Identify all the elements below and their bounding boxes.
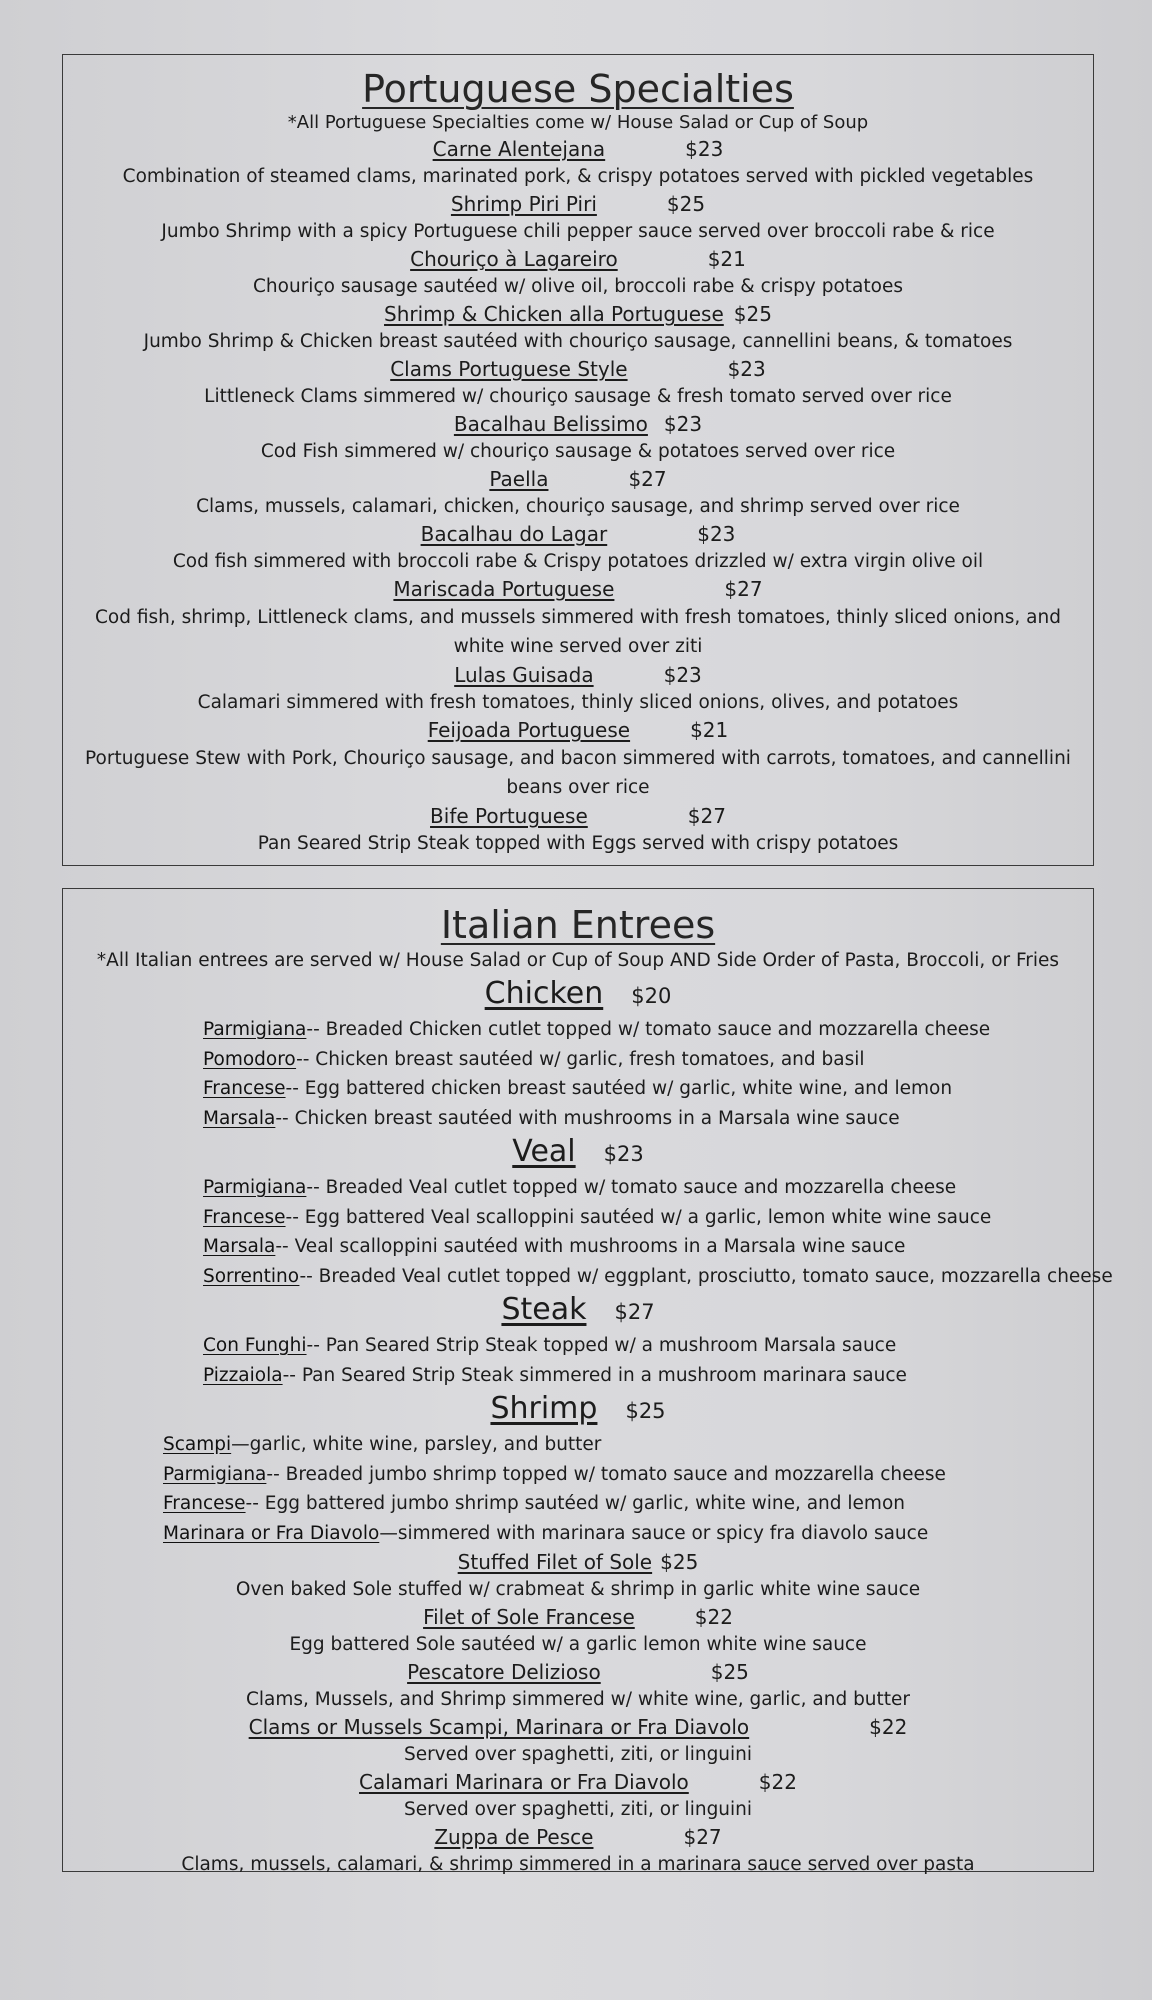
item-name: Pizzaiola	[203, 1364, 283, 1386]
dish-name: Bife Portuguese	[430, 804, 588, 828]
item-description: -- Breaded Veal cutlet topped w/ tomato sauce and mozzarella cheese	[306, 1177, 957, 1198]
dish-description: Calamari simmered with fresh tomatoes, thinly sliced onions, olives, and potatoes	[197, 692, 959, 713]
dish-description: Cod Fish simmered w/ chouriço sausage & potatoes served over rice	[260, 441, 896, 462]
dish-description: Clams, mussels, calamari, chicken, chouriço sausage, and shrimp served over rice	[196, 496, 960, 517]
italian-item-list	[63, 1548, 1093, 1878]
item-name: Marsala	[203, 1107, 276, 1129]
category-item	[203, 1074, 1093, 1104]
menu-item-row	[63, 1713, 1093, 1741]
category-item	[203, 1361, 1093, 1391]
menu-item-row	[63, 520, 1093, 548]
dish-name: Calamari Marinara or Fra Diavolo	[359, 1770, 689, 1794]
menu-item-row	[63, 1548, 1093, 1576]
dish-description: Cod fish simmered with broccoli rabe & Crispy potatoes drizzled w/ extra virgin olive oil	[172, 551, 984, 572]
dish-name: Paella	[489, 467, 549, 491]
dish-description: Portuguese Stew with Pork, Chouriço sausage, and bacon simmered with carrots, tomatoes, and cannellini beans over rice	[85, 748, 1071, 798]
item-name: Francese	[163, 1493, 246, 1514]
dish-price: $23	[663, 412, 703, 436]
portuguese-specialties-panel	[62, 54, 1094, 866]
item-description: -- Pan Seared Strip Steak topped w/ a mushroom Marsala sauce	[306, 1335, 897, 1356]
item-description: -- Breaded Chicken cutlet topped w/ tomato sauce and mozzarella cheese	[306, 1019, 991, 1040]
category-item-list	[63, 1331, 1093, 1390]
menu-item-row	[63, 245, 1093, 273]
dish-description: Combination of steamed clams, marinated pork, & crispy potatoes served with pickled vegetables	[122, 166, 1034, 187]
dish-price: $23	[727, 357, 766, 381]
item-description: -- Veal scalloppini sautéed with mushrooms in a Marsala wine sauce	[275, 1236, 906, 1257]
menu-item-row	[63, 135, 1093, 163]
dish-name: Bacalhau do Lagar	[420, 522, 608, 546]
item-name: Francese	[203, 1078, 286, 1099]
category-item-list	[63, 1430, 1093, 1548]
dish-price: $27	[724, 577, 763, 601]
dish-price: $23	[685, 137, 724, 161]
item-name: Francese	[203, 1206, 286, 1228]
item-name: Scampi	[163, 1434, 232, 1455]
menu-item-row	[63, 465, 1093, 493]
category-name: Steak	[501, 1292, 587, 1327]
item-description: —garlic, white wine, parsley, and butter	[231, 1434, 602, 1455]
dish-name: Clams Portuguese Style	[390, 357, 628, 381]
item-name: Con Funghi	[203, 1335, 307, 1356]
dish-price: $25	[660, 1550, 699, 1574]
portuguese-note: *All Portuguese Specialties come w/ House Salad or Cup of Soup	[287, 112, 869, 133]
menu-item-row	[63, 1823, 1093, 1851]
category-item	[163, 1519, 1093, 1549]
menu-item-row	[63, 190, 1093, 218]
dish-price: $21	[707, 247, 746, 271]
dish-price: $23	[663, 663, 702, 687]
category-item	[203, 1104, 1093, 1134]
dish-price: $27	[683, 1825, 722, 1849]
category-item	[203, 1203, 1093, 1233]
dish-price: $23	[697, 522, 736, 546]
category-item	[163, 1430, 1093, 1460]
category-item-list	[63, 1173, 1113, 1291]
dish-name: Chouriço à Lagareiro	[410, 247, 618, 271]
category-price: $23	[603, 1142, 644, 1166]
item-description: -- Pan Seared Strip Steak simmered in a mushroom marinara sauce	[282, 1364, 907, 1386]
dish-name: Feijoada Portuguese	[427, 718, 631, 742]
item-description: -- Chicken breast sautéed w/ garlic, fresh tomatoes, and basil	[296, 1048, 865, 1070]
dish-price: $25	[710, 1660, 749, 1684]
dish-name: Shrimp Piri Piri	[450, 192, 597, 216]
dish-name: Shrimp & Chicken alla Portuguese	[384, 302, 724, 326]
portuguese-title: Portuguese Specialties	[362, 67, 794, 111]
category-item	[203, 1232, 1093, 1262]
menu-item-row	[63, 1768, 1093, 1796]
menu-item-row	[63, 716, 1093, 744]
dish-name: Pescatore Delizioso	[407, 1660, 601, 1684]
italian-entrees-panel	[62, 888, 1113, 1875]
dish-name: Carne Alentejana	[432, 137, 606, 161]
category-item	[163, 1489, 1093, 1519]
dish-description: Oven baked Sole stuffed w/ crabmeat & shrimp in garlic white wine sauce	[235, 1579, 921, 1600]
category-header	[63, 975, 1093, 1015]
italian-category-list	[63, 975, 1113, 1548]
category-name: Shrimp	[490, 1391, 598, 1426]
category-item	[163, 1460, 1093, 1490]
menu-item-row	[63, 300, 1093, 328]
item-description: -- Breaded Veal cutlet topped w/ eggplant, prosciutto, tomato sauce, mozzarella cheese	[299, 1265, 1113, 1287]
dish-name: Clams or Mussels Scampi, Marinara or Fra Diavolo	[248, 1715, 750, 1739]
dish-description: Cod fish, shrimp, Littleneck clams, and mussels simmered with fresh tomatoes, thinly sliced onions, and white wine served over ziti	[95, 607, 1061, 657]
category-price: $27	[614, 1300, 655, 1324]
dish-name: Mariscada Portuguese	[393, 577, 615, 601]
menu-item-row	[63, 661, 1093, 689]
dish-description: Jumbo Shrimp & Chicken breast sautéed with chouriço sausage, cannellini beans, & tomatoes	[143, 331, 1013, 352]
dish-name: Zuppa de Pesce	[434, 1825, 594, 1849]
portuguese-item-list	[63, 135, 1093, 857]
category-item	[203, 1331, 1093, 1361]
dish-price: $25	[733, 302, 772, 326]
item-name: Parmigiana	[203, 1019, 307, 1040]
dish-description: Pan Seared Strip Steak topped with Eggs served with crispy potatoes	[257, 833, 899, 854]
dish-name: Stuffed Filet of Sole	[457, 1550, 653, 1574]
dish-price: $22	[869, 1715, 908, 1739]
menu-item-row	[63, 1658, 1093, 1686]
category-item	[203, 1045, 1093, 1075]
dish-name: Filet of Sole Francese	[423, 1605, 635, 1629]
category-name: Veal	[512, 1134, 576, 1169]
dish-price: $22	[694, 1605, 733, 1629]
menu-item-row	[63, 1603, 1093, 1631]
category-price: $25	[625, 1399, 666, 1423]
dish-name: Lulas Guisada	[454, 663, 594, 687]
menu-item-row	[63, 410, 1093, 438]
italian-title: Italian Entrees	[440, 903, 716, 947]
category-price: $20	[631, 984, 672, 1008]
item-description: —simmered with marinara sauce or spicy fra diavolo sauce	[379, 1522, 929, 1544]
item-description: -- Egg battered chicken breast sautéed w/ garlic, white wine, and lemon	[285, 1078, 953, 1099]
dish-description: Served over spaghetti, ziti, or linguini	[403, 1799, 753, 1820]
dish-description: Clams, mussels, calamari, & shrimp simmered in a marinara sauce served over pasta	[181, 1854, 975, 1875]
dish-description: Chouriço sausage sautéed w/ olive oil, broccoli rabe & crispy potatoes	[253, 276, 903, 297]
dish-description: Clams, Mussels, and Shrimp simmered w/ white wine, garlic, and butter	[245, 1689, 911, 1710]
category-item	[203, 1015, 1093, 1045]
category-item	[203, 1262, 1113, 1292]
category-item	[203, 1173, 1093, 1203]
dish-description: Littleneck Clams simmered w/ chouriço sausage & fresh tomato served over rice	[204, 386, 952, 407]
item-description: -- Chicken breast sautéed with mushrooms in a Marsala wine sauce	[275, 1107, 900, 1129]
dish-description: Served over spaghetti, ziti, or linguini	[403, 1744, 753, 1765]
item-name: Parmigiana	[203, 1177, 307, 1198]
item-description: -- Breaded jumbo shrimp topped w/ tomato sauce and mozzarella cheese	[266, 1463, 946, 1485]
dish-price: $27	[628, 467, 667, 491]
category-name: Chicken	[484, 976, 604, 1011]
item-name: Marsala	[203, 1236, 276, 1257]
dish-description: Egg battered Sole sautéed w/ a garlic lemon white wine sauce	[289, 1634, 867, 1655]
category-item-list	[63, 1015, 1093, 1133]
item-description: -- Egg battered jumbo shrimp sautéed w/ garlic, white wine, and lemon	[245, 1493, 905, 1514]
dish-price: $27	[687, 804, 726, 828]
menu-item-row	[63, 802, 1093, 830]
menu-item-row	[63, 355, 1093, 383]
dish-description: Jumbo Shrimp with a spicy Portuguese chili pepper sauce served over broccoli rabe & rice	[161, 221, 995, 242]
category-header	[63, 1390, 1093, 1430]
dish-price: $21	[690, 718, 729, 742]
dish-name: Bacalhau Belissimo	[453, 412, 648, 436]
item-name: Parmigiana	[163, 1463, 267, 1485]
item-description: -- Egg battered Veal scalloppini sautéed w/ a garlic, lemon white wine sauce	[285, 1206, 992, 1228]
dish-price: $25	[666, 192, 706, 216]
item-name: Pomodoro	[203, 1048, 297, 1070]
category-header	[63, 1133, 1093, 1173]
italian-note: *All Italian entrees are served w/ House Salad or Cup of Soup AND Side Order of Pasta, Broccoli, or Fries	[96, 950, 1060, 971]
menu-item-row	[63, 575, 1093, 603]
category-header	[63, 1291, 1093, 1331]
item-name: Marinara or Fra Diavolo	[163, 1522, 380, 1544]
item-name: Sorrentino	[203, 1265, 300, 1287]
dish-price: $22	[758, 1770, 797, 1794]
